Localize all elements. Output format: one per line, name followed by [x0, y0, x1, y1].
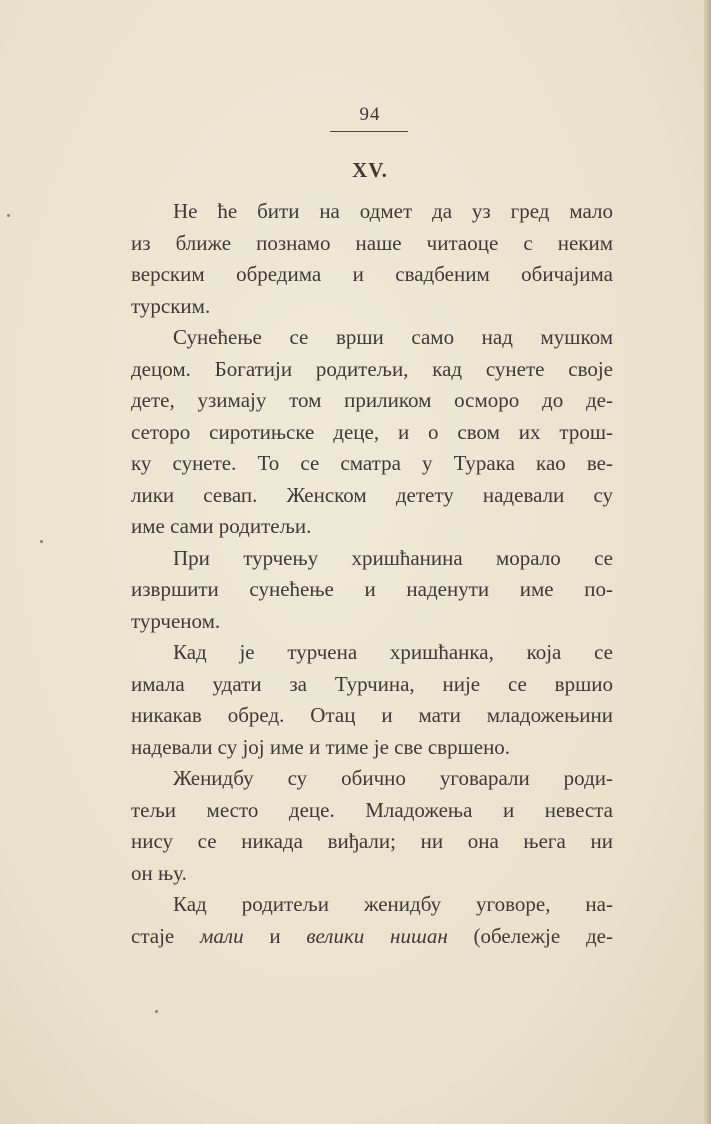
text-segment: и [243, 923, 307, 948]
text-line: дете, узимају том приликом осморо до де- [131, 388, 613, 412]
text-line: ку сунете. То се сматра у Турака као ве- [131, 451, 613, 475]
text-line: надевали су јој име и тиме је све свршено. [131, 734, 511, 759]
text-line: име сами родитељи. [131, 514, 312, 538]
page-number: 94 [359, 104, 381, 125]
text-line: он њу. [131, 860, 187, 885]
text-line [131, 921, 613, 953]
italic-term: мали [200, 923, 244, 948]
body-text [131, 196, 613, 952]
text-line: децом. Богатији родитељи, кад сунете своје [131, 356, 613, 381]
text-line: нису се никада виђали; ни она њега ни [131, 829, 613, 853]
italic-term: велики нишан [306, 923, 448, 948]
header-rule [330, 131, 408, 132]
text-segment: стаје [131, 923, 201, 948]
text-line: Кад родитељи женидбу уговоре, на- [173, 892, 613, 916]
text-line: извршити сунећење и наденути име по- [131, 577, 613, 601]
paper-speck [7, 214, 10, 217]
page-edge [704, 0, 711, 1124]
text-line: сеторо сиротињске деце, и о свом их трош- [131, 419, 613, 444]
chapter-heading: XV. [352, 158, 388, 182]
text-line: тељи место деце. Младожења и невеста [131, 797, 613, 822]
text-line: верским обредима и свадбеним обичајима [131, 262, 613, 286]
text-segment: (обележје де- [447, 923, 613, 948]
text-line: никакав обред. Отац и мати младожењини [131, 703, 613, 727]
text-line: турским. [131, 293, 211, 318]
text-line: Женидбу су обично уговарали роди- [173, 766, 613, 790]
text-line: При турчењу хришћанина морало се [173, 545, 613, 570]
text-line: Не ће бити на одмет да уз гред мало [173, 199, 613, 223]
text-line: лики севап. Женском детету надевали су [131, 482, 613, 507]
paper-speck [40, 540, 43, 543]
text-line: из ближе познамо наше читаоце с неким [131, 230, 613, 255]
text-line: имала удати за Турчина, није се вршио [131, 671, 613, 696]
text-line: Сунећење се врши само над мушком [173, 325, 613, 349]
text-line: турченом. [131, 608, 221, 633]
text-line: Кад је турчена хришћанка, која се [173, 640, 613, 664]
paper-speck [155, 1010, 158, 1013]
